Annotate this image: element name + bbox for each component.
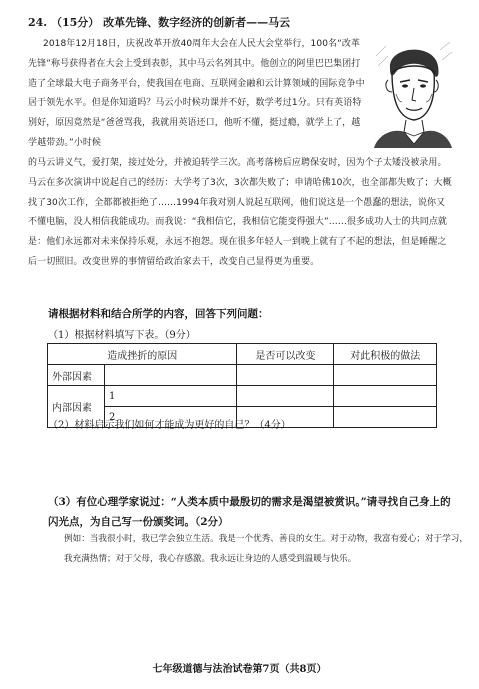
question-header bbox=[28, 14, 290, 30]
row-number-2: 2 bbox=[105, 407, 237, 428]
material-paragraph-2: 的马云讲义气，爱打架，接过处分，并被迫转学三次。高考落榜后应聘保安时，因为个子太矮没被录用。马云在多次演讲中说起自己的经历：大学考了3次，3次都失败了；申请哈佛10次，也全部都失败了；大概找了30次工作，全都都被拒绝了……1994年我对别人说起互联网，他们说这是一个愚蠢的想法，说你又不懂电脑，没人相信我能成功。而我说：“我相信它，我相信它能变得强大”……很多成功人士的共同点就是：他们永远都对未来保持乐观，永远不抱怨。现在很多年轻人一到晚上就有了不起的想法，但是睡醒之后一切照旧。改变世界的事情留给政治家去干，改变自己显得更为重要。 bbox=[28, 158, 452, 267]
table-row-external bbox=[48, 365, 437, 386]
question-3: （3）有位心理学家说过：“人类本质中最殷切的需求是渴望被赏识。”请寻找自己身上的闪光点，为自己写一份颁奖词。（2分） bbox=[48, 496, 451, 528]
questions-prompt: 请根据材料和结合所学的内容，回答下列问题： bbox=[48, 308, 269, 320]
header-reason: 造成挫折的原因 bbox=[48, 344, 237, 365]
header-changeable: 是否可以改变 bbox=[237, 344, 334, 365]
example-answer: 例如：当我很小时，我已学会独立生活。我是一个优秀、善良的女生。对于动物，我富有爱心；对于学习，我充满热情；对于父母，我心存感激。我永远让身边的人感受到温暖与快乐。 bbox=[64, 534, 468, 564]
header-response: 对此积极的做法 bbox=[334, 344, 437, 365]
answer-cell[interactable] bbox=[105, 365, 237, 386]
row-label-external: 外部因素 bbox=[48, 365, 105, 386]
question-number: 24. bbox=[28, 16, 48, 29]
question-points: （15分） bbox=[50, 16, 100, 29]
answer-cell[interactable] bbox=[334, 407, 437, 428]
answer-cell[interactable] bbox=[237, 365, 334, 386]
answer-cell[interactable] bbox=[334, 365, 437, 386]
question-2: （2）材料启示我们如何才能成为更好的自己？（4分） bbox=[48, 420, 291, 431]
question-1: （1）根据材料填写下表。（9分） bbox=[48, 330, 196, 341]
answer-cell[interactable] bbox=[334, 386, 437, 407]
material-paragraph-1: 2018年12月18日，庆祝改革开放40周年大会在人民大会堂举行，100名“改革先锋”称号获得者在大会上受到表彰，其中马云名列其中。他创立的阿里巴巴集团打造了全球最大电子商务平台，使我国在电商、互联网金融和云计算领域的国际竞争中居于领先水平。但是你知道吗？马云小时候功课并不好，数学考过1分。只有英语特别好，原因竟然是“爸爸骂我，我就用英语还口，他听不懂，挺过瘾，就学上了，越学越带劲。”小时候 bbox=[28, 39, 365, 148]
portrait-image bbox=[370, 36, 456, 148]
page-footer: 七年级道德与法治试卷第7页（共8页） bbox=[152, 664, 327, 675]
table-row-internal-1 bbox=[48, 386, 437, 407]
row-label-internal: 内部因素 bbox=[48, 386, 105, 428]
question-title: 改革先锋、数字经济的创新者——马云 bbox=[103, 16, 291, 29]
table-header-row bbox=[48, 344, 437, 365]
row-number-1: 1 bbox=[105, 386, 237, 407]
answer-cell[interactable] bbox=[237, 386, 334, 407]
